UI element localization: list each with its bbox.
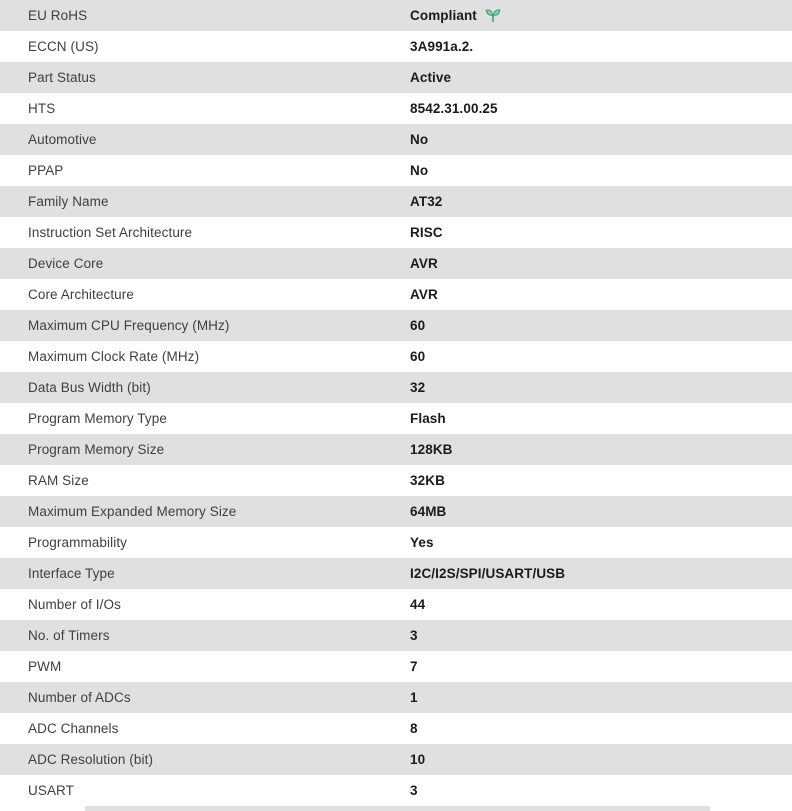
spec-label: USART	[28, 783, 75, 798]
spec-label: Core Architecture	[28, 287, 134, 302]
spec-row	[0, 279, 792, 310]
spec-value	[410, 194, 442, 209]
spec-value	[410, 628, 418, 643]
spec-row	[0, 651, 792, 682]
spec-row	[0, 434, 792, 465]
spec-row	[0, 713, 792, 744]
spec-label: Program Memory Type	[28, 411, 167, 426]
spec-value-text: 128KB	[410, 442, 453, 457]
spec-row	[0, 372, 792, 403]
spec-value-text: Compliant	[410, 8, 477, 23]
spec-row	[0, 775, 792, 806]
spec-row	[0, 0, 792, 31]
spec-row	[0, 403, 792, 434]
spec-value-text: 8542.31.00.25	[410, 101, 498, 116]
spec-value-text: 3A991a.2.	[410, 39, 474, 54]
spec-label: Automotive	[28, 132, 97, 147]
spec-row	[0, 527, 792, 558]
spec-value	[410, 597, 425, 612]
spec-value	[410, 163, 428, 178]
spec-row	[0, 155, 792, 186]
spec-label: EU RoHS	[28, 8, 88, 23]
spec-value	[410, 225, 443, 240]
spec-label: ADC Channels	[28, 721, 119, 736]
spec-value	[410, 690, 418, 705]
spec-value	[410, 101, 498, 116]
spec-value	[410, 287, 438, 302]
rohs-leaf-icon[interactable]	[485, 8, 501, 23]
spec-row	[0, 744, 792, 775]
spec-label: Maximum CPU Frequency (MHz)	[28, 318, 230, 333]
spec-value	[410, 535, 434, 550]
spec-value-text: 1	[410, 690, 418, 705]
spec-value-text: 3	[410, 783, 418, 798]
spec-value	[410, 380, 425, 395]
spec-value	[410, 8, 501, 23]
spec-label: Program Memory Size	[28, 442, 165, 457]
spec-label: Device Core	[28, 256, 104, 271]
spec-value-text: 7	[410, 659, 418, 674]
spec-label: Data Bus Width (bit)	[28, 380, 151, 395]
spec-value	[410, 721, 418, 736]
spec-value-text: 8	[410, 721, 418, 736]
spec-value-text: Yes	[410, 535, 434, 550]
spec-value	[410, 349, 425, 364]
next-row-peek	[85, 806, 710, 811]
spec-label: Part Status	[28, 70, 96, 85]
spec-value-text: AVR	[410, 256, 438, 271]
spec-value	[410, 783, 418, 798]
spec-row	[0, 341, 792, 372]
spec-value	[410, 473, 445, 488]
spec-row	[0, 589, 792, 620]
spec-label: Maximum Expanded Memory Size	[28, 504, 237, 519]
spec-value-text: RISC	[410, 225, 443, 240]
spec-value	[410, 411, 446, 426]
spec-value-text: I2C/I2S/SPI/USART/USB	[410, 566, 566, 581]
spec-value-text: 64MB	[410, 504, 447, 519]
spec-value	[410, 752, 425, 767]
spec-row	[0, 31, 792, 62]
spec-label: Interface Type	[28, 566, 115, 581]
spec-value	[410, 442, 453, 457]
spec-value-text: AVR	[410, 287, 438, 302]
spec-label: Instruction Set Architecture	[28, 225, 193, 240]
spec-value	[410, 70, 451, 85]
spec-value-text: No	[410, 132, 429, 147]
spec-value-text: No	[410, 163, 429, 178]
spec-label: PWM	[28, 659, 62, 674]
spec-row	[0, 682, 792, 713]
spec-value-text: 60	[410, 318, 426, 333]
spec-value-text: 60	[410, 349, 426, 364]
spec-value-text: Active	[410, 70, 452, 85]
spec-label: Programmability	[28, 535, 128, 550]
spec-row	[0, 124, 792, 155]
spec-value-text: 3	[410, 628, 418, 643]
spec-value-text: 10	[410, 752, 426, 767]
spec-row	[0, 465, 792, 496]
spec-value	[410, 566, 565, 581]
spec-value-text: AT32	[410, 194, 443, 209]
spec-label: HTS	[28, 101, 56, 116]
spec-label: Number of ADCs	[28, 690, 131, 705]
spec-label: ADC Resolution (bit)	[28, 752, 154, 767]
spec-row	[0, 248, 792, 279]
spec-row	[0, 217, 792, 248]
spec-value-text: Flash	[410, 411, 446, 426]
spec-value	[410, 318, 425, 333]
spec-value	[410, 504, 446, 519]
spec-row	[0, 558, 792, 589]
spec-label: RAM Size	[28, 473, 89, 488]
spec-row	[0, 620, 792, 651]
spec-label: PPAP	[28, 163, 64, 178]
spec-value	[410, 659, 418, 674]
spec-value	[410, 39, 473, 54]
spec-label: ECCN (US)	[28, 39, 99, 54]
spec-label: Family Name	[28, 194, 109, 209]
spec-value-text: 32KB	[410, 473, 445, 488]
spec-row	[0, 310, 792, 341]
spec-row	[0, 62, 792, 93]
spec-value	[410, 132, 428, 147]
spec-label: Number of I/Os	[28, 597, 121, 612]
spec-row	[0, 496, 792, 527]
spec-label: Maximum Clock Rate (MHz)	[28, 349, 200, 364]
spec-row	[0, 93, 792, 124]
spec-value	[410, 256, 438, 271]
spec-label: No. of Timers	[28, 628, 110, 643]
spec-value-text: 32	[410, 380, 426, 395]
spec-value-text: 44	[410, 597, 426, 612]
spec-row	[0, 186, 792, 217]
